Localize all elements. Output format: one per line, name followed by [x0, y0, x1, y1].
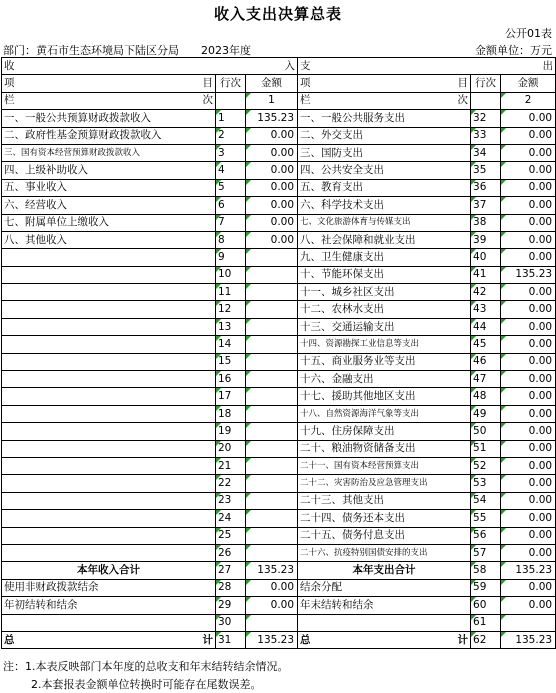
table-row: [2, 423, 556, 440]
income-item: 三、国有资本经营预算财政拨款收入: [2, 144, 216, 161]
expense-row-number: 37: [471, 197, 501, 214]
table-row: [2, 527, 556, 544]
income-row-number: 25: [216, 527, 246, 544]
income-item: [2, 440, 216, 457]
income-amount: [246, 527, 298, 544]
expense-amount: 0.00: [501, 457, 556, 474]
income-item-header: [2, 75, 216, 92]
expense-row-number: 32: [471, 110, 501, 127]
total-label-left: 总: [4, 633, 15, 646]
expense-row-number: 53: [471, 475, 501, 492]
income-amount: [246, 475, 298, 492]
expense-row-number: 39: [471, 231, 501, 248]
income-row-number: 19: [216, 423, 246, 440]
table-row: [2, 510, 556, 527]
table-row: [2, 127, 556, 144]
income-amount: [246, 371, 298, 388]
income-amount: 0.00: [246, 162, 298, 179]
income-row-number: 12: [216, 301, 246, 318]
expense-row-number: 49: [471, 405, 501, 422]
income-amount: 0.00: [246, 597, 298, 614]
expense-item: 十六、金融支出: [298, 371, 471, 388]
expense-row-number: 35: [471, 162, 501, 179]
expense-row-number: 42: [471, 284, 501, 301]
expense-item: 六、科学技术支出: [298, 197, 471, 214]
expense-row-number: 59: [471, 579, 501, 596]
expense-row-number: 36: [471, 179, 501, 196]
expense-row-number: 56: [471, 527, 501, 544]
table-row: [2, 301, 556, 318]
report-year: 2023年度: [201, 44, 251, 57]
col-label-left: 栏: [4, 94, 15, 107]
income-item: [2, 614, 216, 631]
expense-item: 二、外交支出: [298, 127, 471, 144]
table-row: [2, 440, 556, 457]
income-item: 使用非财政拨款结余: [2, 579, 216, 596]
income-row-number: 3: [216, 144, 246, 161]
expense-amount: 0.00: [501, 214, 556, 231]
expense-item: 九、卫生健康支出: [298, 249, 471, 266]
income-row-number: 9: [216, 249, 246, 266]
table-row: [2, 388, 556, 405]
income-item: [2, 492, 216, 509]
income-item: [2, 475, 216, 492]
expense-amount: 135.23: [501, 266, 556, 283]
expense-amount: 0.00: [501, 527, 556, 544]
col-label-left: 栏: [300, 94, 311, 107]
income-item: [2, 249, 216, 266]
income-item: 四、上级补助收入: [2, 162, 216, 179]
expense-row-number: 40: [471, 249, 501, 266]
item-label-left: 项: [4, 77, 15, 90]
expense-row-number: 33: [471, 127, 501, 144]
table-row: [2, 475, 556, 492]
income-item: 五、事业收入: [2, 179, 216, 196]
table-row: [2, 336, 556, 353]
income-row-number: 6: [216, 197, 246, 214]
expense-row-number: 51: [471, 440, 501, 457]
income-amount: [246, 249, 298, 266]
income-row-number: 4: [216, 162, 246, 179]
expense-amount: 0.00: [501, 249, 556, 266]
expense-row-number: 60: [471, 597, 501, 614]
expense-item: 十二、农林水支出: [298, 301, 471, 318]
total-label-right: 计: [202, 633, 213, 646]
expense-item: 二十二、灾害防治及应急管理支出: [298, 475, 471, 492]
income-item: 七、附属单位上缴收入: [2, 214, 216, 231]
income-amount: [246, 440, 298, 457]
total-label-left: 总: [300, 633, 311, 646]
table-row: [2, 318, 556, 335]
expense-amount: 0.00: [501, 423, 556, 440]
table-row: [2, 371, 556, 388]
income-amount: [246, 353, 298, 370]
income-row-number: 23: [216, 492, 246, 509]
income-amount: 0.00: [246, 127, 298, 144]
expense-item: 三、国防支出: [298, 144, 471, 161]
table-row: [2, 162, 556, 179]
income-row-number: 15: [216, 353, 246, 370]
expense-row-number: 58: [471, 562, 501, 579]
income-amount: 0.00: [246, 579, 298, 596]
expense-row-number: 61: [471, 614, 501, 631]
expense-item: 二十四、债务还本支出: [298, 510, 471, 527]
income-section-label-right: 入: [284, 59, 296, 72]
expense-amount: 0.00: [501, 301, 556, 318]
income-grand-total-label: [2, 631, 216, 648]
item-label-right: 目: [457, 77, 469, 90]
income-amount: 0.00: [246, 231, 298, 248]
expense-row-number: 44: [471, 318, 501, 335]
expense-amount: 0.00: [501, 336, 556, 353]
income-item: 二、政府性基金预算财政拨款收入: [2, 127, 216, 144]
income-amount: [246, 423, 298, 440]
expense-section-header: [298, 58, 556, 75]
expense-item: 十三、交通运输支出: [298, 318, 471, 335]
income-item: 一、一般公共预算财政拨款收入: [2, 110, 216, 127]
expense-amount: 0.00: [501, 353, 556, 370]
expense-amount: 0.00: [501, 231, 556, 248]
income-amount: 135.23: [246, 110, 298, 127]
income-item: [2, 405, 216, 422]
expense-item: 十一、城乡社区支出: [298, 284, 471, 301]
table-row: [2, 284, 556, 301]
expense-row-number: 48: [471, 388, 501, 405]
expense-row-number: 55: [471, 510, 501, 527]
income-row-number: 27: [216, 562, 246, 579]
expense-item: 一、一般公共服务支出: [298, 110, 471, 127]
total-row: [2, 562, 556, 579]
expense-amount-header: 金额: [501, 75, 556, 92]
expense-amount: 0.00: [501, 510, 556, 527]
expense-row-number: 38: [471, 214, 501, 231]
income-row-number: 13: [216, 318, 246, 335]
expense-item: 四、公共安全支出: [298, 162, 471, 179]
income-amount: [246, 457, 298, 474]
expense-item: 十七、援助其他地区支出: [298, 388, 471, 405]
expense-amount: 0.00: [501, 144, 556, 161]
income-amount: [246, 544, 298, 561]
income-amount-header: 金额: [246, 75, 298, 92]
income-amount: [246, 614, 298, 631]
income-amount: 0.00: [246, 214, 298, 231]
income-amount: [246, 388, 298, 405]
expense-item: 二十三、其他支出: [298, 492, 471, 509]
expense-item: 结余分配: [298, 579, 471, 596]
expense-section-label: 支: [300, 59, 311, 72]
grand-total-row: [2, 631, 556, 648]
income-row-number: 16: [216, 371, 246, 388]
expense-row-number: 43: [471, 301, 501, 318]
column-number-row: [2, 92, 556, 109]
expense-row-number: 50: [471, 423, 501, 440]
table-body: [2, 58, 556, 649]
income-item: 八、其他收入: [2, 231, 216, 248]
expense-amount: 0.00: [501, 179, 556, 196]
expense-grand-total-amount: 135.23: [501, 631, 556, 648]
income-item: [2, 457, 216, 474]
expense-rowno-blank: [471, 92, 501, 109]
income-row-number: 2: [216, 127, 246, 144]
income-item: [2, 371, 216, 388]
income-amount: 0.00: [246, 179, 298, 196]
income-item: [2, 423, 216, 440]
note-1: 注：1.本表反映部门本年度的总收支和年末结转结余情况。: [3, 660, 289, 673]
table-row: [2, 214, 556, 231]
income-amount: 0.00: [246, 197, 298, 214]
expense-amount: 0.00: [501, 544, 556, 561]
table-row: [2, 197, 556, 214]
expense-item-header: [298, 75, 471, 92]
income-item: [2, 388, 216, 405]
department-name: 部门：黄石市生态环境局下陆区分局: [3, 44, 179, 57]
expense-item: 十五、商业服务业等支出: [298, 353, 471, 370]
income-col-label: [2, 92, 216, 109]
expense-item: 七、文化旅游体育与传媒支出: [298, 214, 471, 231]
table-row: [2, 544, 556, 561]
expense-amount: 0.00: [501, 318, 556, 335]
income-item: [2, 318, 216, 335]
expense-item: 八、社会保障和就业支出: [298, 231, 471, 248]
expense-item: [298, 614, 471, 631]
income-row-number: 14: [216, 336, 246, 353]
expense-amount: 0.00: [501, 492, 556, 509]
expense-row-number: 34: [471, 144, 501, 161]
expense-amount: 0.00: [501, 579, 556, 596]
expense-item: 五、教育支出: [298, 179, 471, 196]
income-row-number: 7: [216, 214, 246, 231]
income-row-number: 26: [216, 544, 246, 561]
income-row-number: 10: [216, 266, 246, 283]
table-row: [2, 457, 556, 474]
expense-col-label: [298, 92, 471, 109]
expense-item: 十、节能环保支出: [298, 266, 471, 283]
income-row-number: 22: [216, 475, 246, 492]
expense-row-number: 46: [471, 353, 501, 370]
income-amount: 0.00: [246, 144, 298, 161]
expense-amount: 0.00: [501, 405, 556, 422]
expense-item: 十八、自然资源海洋气象等支出: [298, 405, 471, 422]
expense-row-number: 52: [471, 457, 501, 474]
expense-row-number: 45: [471, 336, 501, 353]
expense-amount: 0.00: [501, 597, 556, 614]
income-grand-total-amount: 135.23: [246, 631, 298, 648]
income-item: 年初结转和结余: [2, 597, 216, 614]
income-row-number: 1: [216, 110, 246, 127]
expense-amount: 0.00: [501, 110, 556, 127]
table-row: [2, 144, 556, 161]
income-row-number: 30: [216, 614, 246, 631]
income-item: [2, 336, 216, 353]
expense-grand-total-label: [298, 631, 471, 648]
income-row-number: 21: [216, 457, 246, 474]
report-title: 收入支出决算总表: [213, 5, 342, 23]
income-row-number: 20: [216, 440, 246, 457]
expense-rowno-header: 行次: [471, 75, 501, 92]
income-item: [2, 510, 216, 527]
table-row: [2, 231, 556, 248]
expense-amount: 0.00: [501, 475, 556, 492]
income-item: [2, 284, 216, 301]
expense-amount: 0.00: [501, 162, 556, 179]
income-amount: [246, 318, 298, 335]
income-amount: [246, 266, 298, 283]
expense-row-number: 47: [471, 371, 501, 388]
income-row-number: 24: [216, 510, 246, 527]
amount-unit: 金额单位：万元: [475, 44, 552, 57]
expense-item: 十九、住房保障支出: [298, 423, 471, 440]
income-row-number: 18: [216, 405, 246, 422]
col-label-right: 次: [457, 94, 469, 107]
expense-item: 本年支出合计: [298, 562, 471, 579]
expense-item: 二十六、抗疫特别国债安排的支出: [298, 544, 471, 561]
income-rowno-blank: [216, 92, 246, 109]
income-item: [2, 301, 216, 318]
expense-item: 年末结转和结余: [298, 597, 471, 614]
expense-amount: 0.00: [501, 371, 556, 388]
income-row-number: 28: [216, 579, 246, 596]
table-row: [2, 614, 556, 631]
income-amount: [246, 492, 298, 509]
expense-amount: 0.00: [501, 388, 556, 405]
expense-amount: [501, 614, 556, 631]
income-row-number: 11: [216, 284, 246, 301]
income-rowno-header: 行次: [216, 75, 246, 92]
income-item: [2, 527, 216, 544]
section-header-row: [2, 58, 556, 75]
expense-row-number: 54: [471, 492, 501, 509]
expense-amount: 0.00: [501, 284, 556, 301]
table-row: [2, 405, 556, 422]
expense-item: 十四、资源勘探工业信息等支出: [298, 336, 471, 353]
table-row: [2, 266, 556, 283]
income-amount: [246, 405, 298, 422]
expense-section-label-right: 出: [542, 59, 554, 72]
income-grand-total-rowno: 31: [216, 631, 246, 648]
item-label-right: 目: [202, 77, 213, 90]
summary-table: [1, 57, 556, 649]
form-code: 公开01表: [505, 27, 552, 40]
table-row: [2, 597, 556, 614]
table-row: [2, 179, 556, 196]
table-row: [2, 579, 556, 596]
expense-row-number: 41: [471, 266, 501, 283]
income-row-number: 17: [216, 388, 246, 405]
income-item: [2, 353, 216, 370]
expense-amount: 0.00: [501, 440, 556, 457]
table-row: [2, 110, 556, 127]
income-amount: [246, 284, 298, 301]
table-row: [2, 249, 556, 266]
expense-amount: 0.00: [501, 127, 556, 144]
expense-grand-total-rowno: 62: [471, 631, 501, 648]
income-item: 本年收入合计: [2, 562, 216, 579]
expense-amount: 135.23: [501, 562, 556, 579]
income-row-number: 5: [216, 179, 246, 196]
note-2: 2.本套报表金额单位转换时可能存在尾数误差。: [31, 678, 262, 691]
table-row: [2, 353, 556, 370]
income-amount: 135.23: [246, 562, 298, 579]
income-item: [2, 266, 216, 283]
income-col-number: 1: [246, 92, 298, 109]
expense-col-number: 2: [501, 92, 556, 109]
table-row: [2, 492, 556, 509]
expense-item: 二十一、国有资本经营预算支出: [298, 457, 471, 474]
income-amount: [246, 336, 298, 353]
income-section-header: [2, 58, 298, 75]
income-row-number: 8: [216, 231, 246, 248]
income-item: 六、经营收入: [2, 197, 216, 214]
total-label-right: 计: [457, 633, 469, 646]
item-label-left: 项: [300, 77, 311, 90]
column-header-row: [2, 75, 556, 92]
income-row-number: 29: [216, 597, 246, 614]
expense-item: 二十五、债务付息支出: [298, 527, 471, 544]
income-section-label: 收: [4, 59, 15, 72]
col-label-right: 次: [202, 94, 213, 107]
income-item: [2, 544, 216, 561]
department-line: [3, 42, 251, 58]
expense-row-number: 57: [471, 544, 501, 561]
expense-amount: 0.00: [501, 197, 556, 214]
income-amount: [246, 301, 298, 318]
expense-item: 二十、粮油物资储备支出: [298, 440, 471, 457]
income-amount: [246, 510, 298, 527]
